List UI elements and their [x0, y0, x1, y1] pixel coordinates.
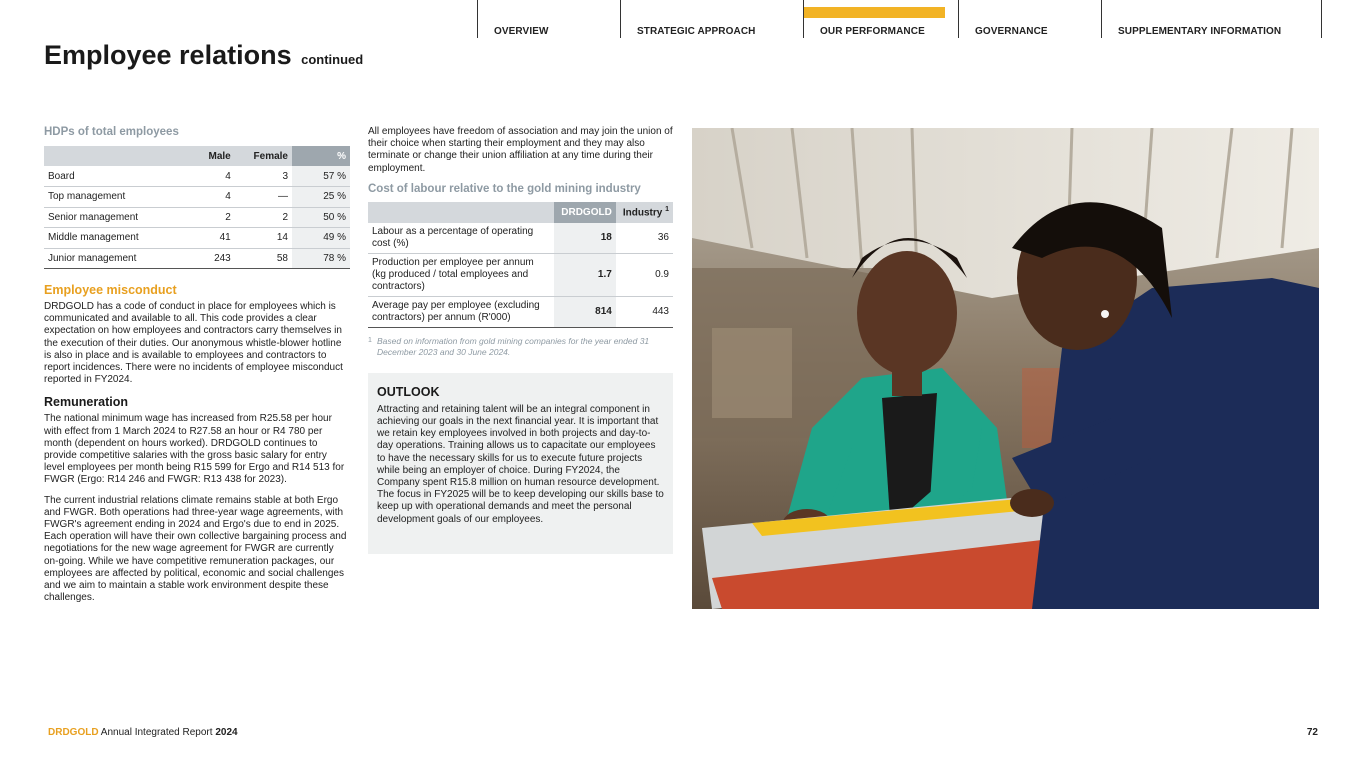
labour-col-drdgold: DRDGOLD — [554, 202, 616, 223]
nav-tab-governance[interactable]: GOVERNANCE — [958, 0, 1101, 38]
table-row: Senior management 2 2 50 % — [44, 207, 350, 228]
page-title — [44, 40, 363, 71]
remuneration-paragraph-2: The current industrial relations climate remains stable at both Ergo and FWGR. Both operations had three-year wage agreements, with FWGR's agreement ending in 2024 and Ergo's due to end in 2025. Each operation will have their own collective bargaining process and negotiations for the new wage agreement for FWGR are currently on-going. While we have competitive remuneration packages, our employees are affected by political, economic and social challenges and we aim to maintain a stable work environment despite these challenges. — [44, 494, 347, 604]
page-title-suffix: continued — [301, 52, 364, 67]
footer-report: Annual Integrated Report — [100, 727, 213, 738]
labour-col-industry: Industry $^1$ — [616, 202, 673, 223]
labour-col-label — [368, 202, 554, 223]
nav-tab-our-performance[interactable]: OUR PERFORMANCE — [803, 0, 958, 38]
labour-table-header — [368, 202, 673, 223]
remuneration-heading: Remuneration — [44, 395, 129, 410]
top-navigation — [477, 0, 1365, 38]
table-row: Average pay per employee (excluding contractors) per annum (R'000) 814 443 — [368, 296, 673, 327]
hdp-col-percent: % — [292, 146, 350, 166]
table-row: Junior management 243 58 78 % — [44, 248, 350, 269]
misconduct-heading: Employee misconduct — [44, 283, 177, 297]
table-row: Middle management 41 14 49 % — [44, 228, 350, 249]
table-row: Board 4 3 57 % — [44, 166, 350, 187]
page-title-main: Employee relations — [44, 40, 292, 70]
labour-heading: Cost of labour relative to the gold mining industry — [368, 182, 641, 195]
left-column — [44, 126, 350, 604]
table-row: Production per employee per annum (kg produced / total employees and contractors) 1.7 0.9 — [368, 253, 673, 296]
table-row: Labour as a percentage of operating cost (%) 18 36 — [368, 223, 673, 254]
hdp-col-label — [44, 146, 194, 166]
photo-illustration — [692, 128, 1319, 609]
misconduct-text: DRDGOLD has a code of conduct in place for employees which is communicated and available to all. This code provides a clear expectation on how employees and contractors carry themselves in the execution of their duties. Our anonymous whistle-blower hotline is also in place and is available to employees and contractors to report incidences. There were no incidents of employee misconduct reported in FY2024. — [44, 301, 343, 386]
hdp-table-header — [44, 146, 350, 166]
remuneration-paragraph-1: The national minimum wage has increased from R25.58 per hour with effect from 1 March 2024 to R27.58 an hour or R4 780 per month (dependent on hours worked). DRDGOLD continues to provide competitive salaries with the gross basic salary for entry level employees per month being R15 599 for Ergo and R14 513 for FWGR (Ergo: R14 246 and FWGR: R13 438 for 2023). — [44, 413, 345, 486]
table-row: Top management 4 — 25 % — [44, 187, 350, 208]
footer — [48, 727, 238, 738]
employees-photo — [692, 128, 1319, 609]
outlook-text: Attracting and retaining talent will be an integral component in achieving our goals in the next financial year. It is important that we retain key employees involved in both projects and day-to-day operations. Training allows us to capacitate our employees to have the necessary skills for us to execute future projects while being an employer of choice. During FY2024, the Company spent R15.8 million on human resource development. The focus in FY2025 will be to keep developing our skills base to keep up with operational demands and meet the personal development goals of our employees. — [377, 403, 664, 525]
hdp-heading: HDPs of total employees — [44, 126, 179, 138]
nav-divider — [1321, 0, 1322, 38]
labour-footnote: 1 Based on information from gold mining companies for the year ended 31 December 2023 and 30 June 2024. — [368, 335, 650, 357]
middle-column — [368, 126, 673, 554]
footer-brand: DRDGOLD — [48, 727, 99, 738]
nav-tab-supplementary-information[interactable]: SUPPLEMENTARY INFORMATION — [1101, 0, 1322, 38]
page-number: 72 — [1306, 727, 1318, 738]
nav-tab-strategic-approach[interactable]: STRATEGIC APPROACH — [620, 0, 803, 38]
nav-tab-overview[interactable]: OVERVIEW — [477, 0, 620, 38]
hdp-table — [44, 146, 350, 269]
outlook-heading: OUTLOOK — [377, 384, 440, 399]
association-text: All employees have freedom of association and may join the union of their choice when starting their employment and they may also terminate or change their union affiliation at any time during their employment. — [368, 126, 673, 174]
hdp-col-male: Male — [194, 146, 235, 166]
labour-cost-table — [368, 202, 673, 328]
outlook-box — [368, 373, 673, 554]
hdp-col-female: Female — [235, 146, 292, 166]
footer-year: 2024 — [215, 727, 238, 738]
